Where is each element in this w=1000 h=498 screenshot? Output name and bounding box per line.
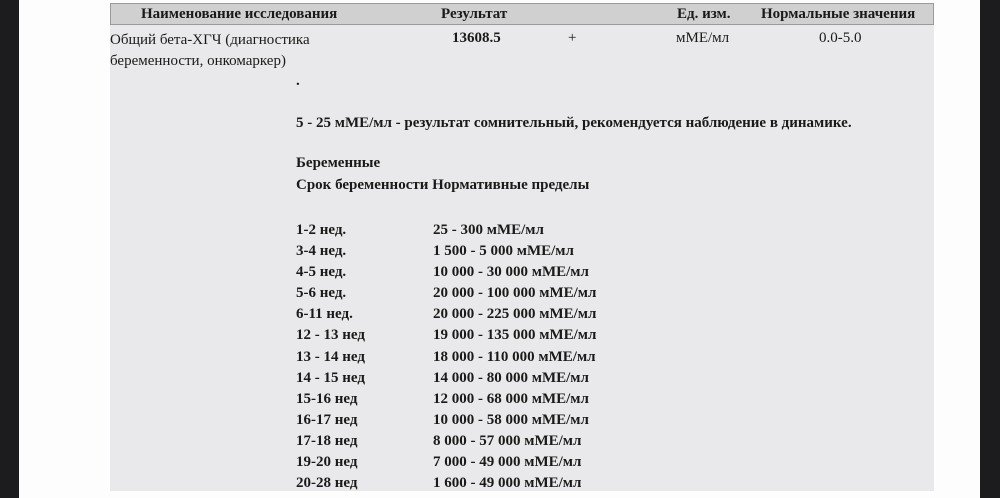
range: 8 000 - 57 000 мМЕ/мл — [433, 432, 582, 449]
range: 20 000 - 100 000 мМЕ/мл — [433, 285, 597, 302]
term: 12 - 13 нед — [296, 327, 365, 344]
dot-mark: . — [296, 73, 300, 89]
term: 15-16 нед — [296, 390, 358, 407]
range: 20 000 - 225 000 мМЕ/мл — [433, 306, 597, 323]
range: 1 500 - 5 000 мМЕ/мл — [433, 243, 574, 260]
term: 19-20 нед — [296, 454, 358, 471]
test-name — [110, 30, 310, 72]
doubtful-note: 5 - 25 мМЕ/мл - результат сомнительный, рекомендуется наблюдение в динамике. — [296, 115, 852, 131]
test-result-flag: + — [568, 30, 577, 46]
left-dark-border — [0, 0, 19, 498]
range: 1 600 - 49 000 мМЕ/мл — [433, 475, 582, 492]
range: 10 000 - 58 000 мМЕ/мл — [433, 411, 589, 428]
right-dark-border — [980, 0, 1000, 498]
range: 19 000 - 135 000 мМЕ/мл — [433, 327, 597, 344]
header-test-name: Наименование исследования — [141, 6, 338, 22]
term: 13 - 14 нед — [296, 348, 365, 365]
range: 14 000 - 80 000 мМЕ/мл — [433, 369, 589, 386]
result-content — [110, 25, 934, 491]
header-unit: Ед. изм. — [677, 6, 731, 22]
range: 18 000 - 110 000 мМЕ/мл — [433, 348, 596, 365]
term: 16-17 нед — [296, 411, 358, 428]
header-result: Результат — [441, 6, 508, 22]
test-name-line2: беременности, онкомаркер) — [110, 53, 286, 69]
test-normal-range: 0.0-5.0 — [819, 30, 862, 46]
header-normal-values: Нормальные значения — [761, 6, 916, 22]
term: 1-2 нед. — [296, 222, 347, 238]
test-unit: мМЕ/мл — [676, 30, 730, 46]
range: 10 000 - 30 000 мМЕ/мл — [433, 264, 589, 281]
term: 14 - 15 нед — [296, 369, 365, 386]
pregnant-title: Беременные — [296, 155, 381, 171]
pregnancy-table-header: Срок беременности Нормативные пределы — [296, 177, 590, 193]
test-result-value: 13608.5 — [452, 30, 501, 46]
term: 20-28 нед — [296, 475, 358, 492]
term: 3-4 нед. — [296, 243, 347, 260]
term: 5-6 нед. — [296, 285, 347, 302]
test-name-line1: Общий бета-ХГЧ (диагностика — [110, 32, 310, 48]
term: 6-11 нед. — [296, 306, 353, 323]
range: 7 000 - 49 000 мМЕ/мл — [433, 454, 582, 471]
table-header — [110, 3, 934, 25]
range: 25 - 300 мМЕ/мл — [433, 222, 544, 238]
range: 12 000 - 68 000 мМЕ/мл — [433, 390, 589, 407]
term: 17-18 нед — [296, 432, 358, 449]
term: 4-5 нед. — [296, 264, 347, 281]
